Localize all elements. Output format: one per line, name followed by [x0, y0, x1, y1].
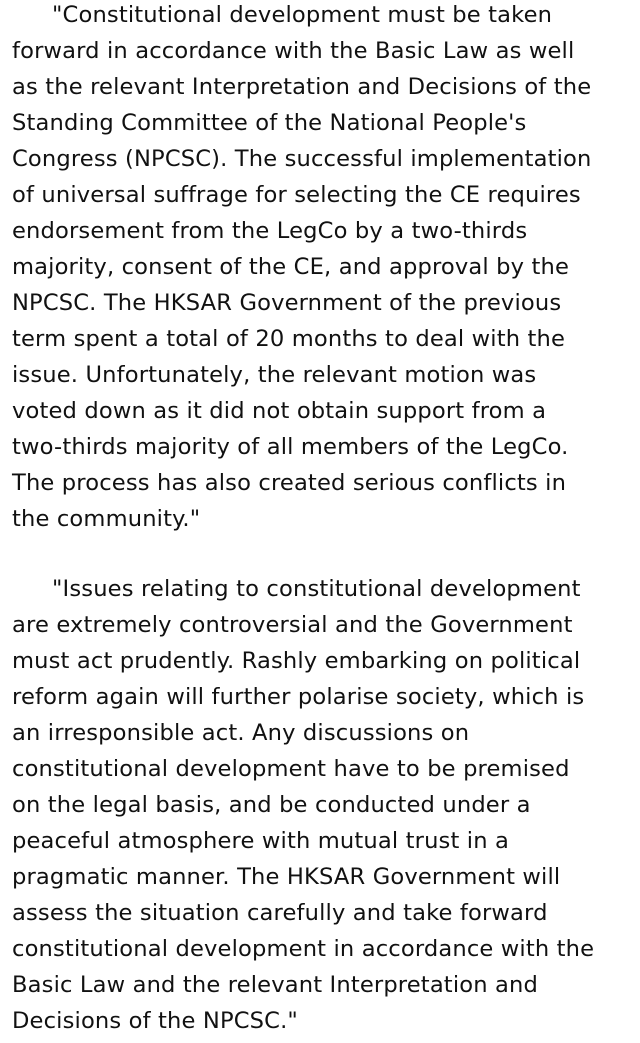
text-line: reform again will further polarise society, which is: [12, 684, 585, 710]
text-line: term spent a total of 20 months to deal with the: [12, 326, 566, 352]
text-line: must act prudently. Rashly embarking on political: [12, 648, 581, 674]
text-line: Congress (NPCSC). The successful implementation: [12, 146, 592, 172]
text-line: Basic Law and the relevant Interpretation and: [12, 972, 538, 998]
text-line: issue. Unfortunately, the relevant motion was: [12, 362, 537, 388]
text-line: pragmatic manner. The HKSAR Government will: [12, 864, 561, 890]
text-line: "Constitutional development must be taken: [52, 2, 553, 28]
text-line: Standing Committee of the National People's: [12, 110, 527, 136]
text-line: are extremely controversial and the Government: [12, 612, 573, 638]
text-line: constitutional development in accordance with the: [12, 936, 595, 962]
text-line: Decisions of the NPCSC.": [12, 1008, 298, 1034]
text-line: two-thirds majority of all members of the LegCo.: [12, 434, 569, 460]
text-line: the community.": [12, 506, 201, 532]
text-line: on the legal basis, and be conducted under a: [12, 792, 531, 818]
text-line: "Issues relating to constitutional development: [52, 576, 581, 602]
text-line: constitutional development have to be premised: [12, 756, 570, 782]
text-line: as the relevant Interpretation and Decisions of the: [12, 74, 592, 100]
text-line: endorsement from the LegCo by a two-thirds: [12, 218, 528, 244]
text-line: voted down as it did not obtain support from a: [12, 398, 547, 424]
paragraph-1: [12, 0, 640, 537]
text-line: forward in accordance with the Basic Law as well: [12, 38, 575, 64]
paragraph-2: [12, 571, 640, 1039]
text-line: NPCSC. The HKSAR Government of the previous: [12, 290, 562, 316]
text-line: assess the situation carefully and take forward: [12, 900, 548, 926]
text-line: an irresponsible act. Any discussions on: [12, 720, 470, 746]
text-line: peaceful atmosphere with mutual trust in a: [12, 828, 510, 854]
text-line: of universal suffrage for selecting the CE requires: [12, 182, 581, 208]
text-line: The process has also created serious conflicts in: [12, 470, 567, 496]
text-line: majority, consent of the CE, and approval by the: [12, 254, 570, 280]
